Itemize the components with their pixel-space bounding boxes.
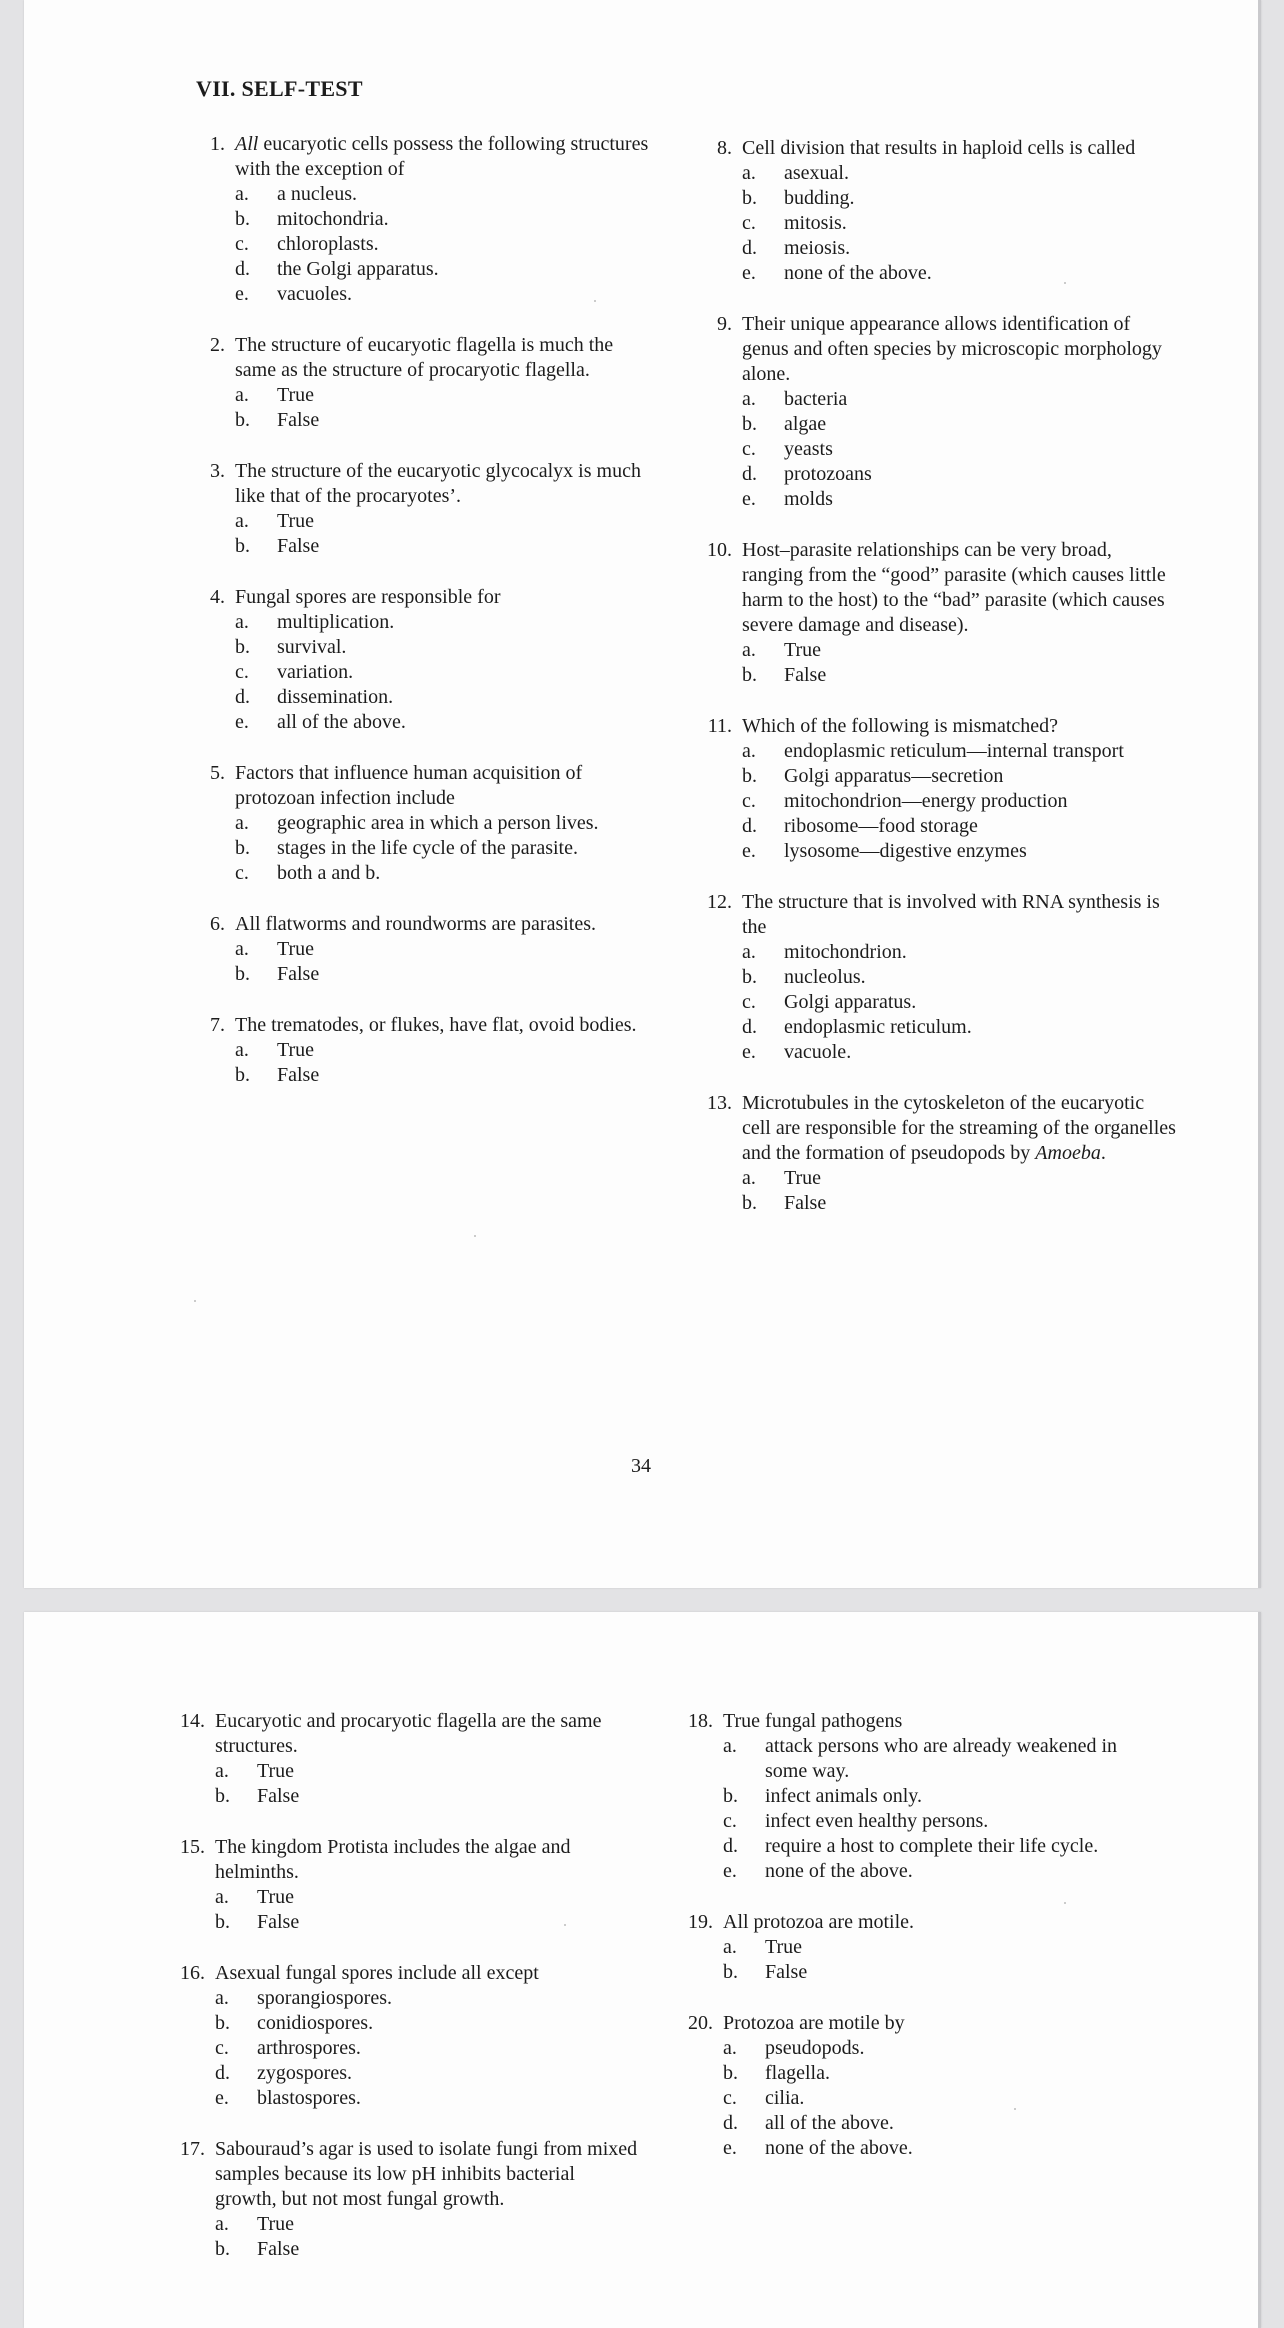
question-text: Protozoa are motile by <box>723 2012 905 2034</box>
option-letter: b. <box>235 535 250 557</box>
right-column <box>696 136 1176 1216</box>
question-number: 6. <box>210 913 225 935</box>
option-letter: a. <box>235 384 249 406</box>
question-stem <box>696 890 1176 940</box>
option-letter: a. <box>235 812 249 834</box>
question-text: Eucaryotic and procaryotic flagella are the same structures. <box>215 1710 602 1757</box>
option-letter: b. <box>235 636 250 658</box>
answer-option <box>742 814 1176 839</box>
answer-option <box>235 232 659 257</box>
option-letter: d. <box>742 237 757 259</box>
question-stem <box>677 2011 1157 2036</box>
option-letter: a. <box>235 510 249 532</box>
page-34 <box>24 0 1261 1588</box>
left-column <box>169 1709 639 2262</box>
option-text: False <box>277 535 320 557</box>
question-stem <box>169 1961 639 1986</box>
option-text: dissemination. <box>277 686 394 708</box>
option-letter: d. <box>723 1835 738 1857</box>
question-2 <box>189 333 659 433</box>
answer-option <box>723 1784 1157 1809</box>
question-text: Microtubules in the cytoskeleton of the eucaryotic cell are responsible for the streaming of the organelles and the formation of pseudopods by Amoeba. <box>742 1092 1176 1164</box>
option-text: molds <box>784 488 833 510</box>
option-text: ribosome—food storage <box>784 815 978 837</box>
option-text: Golgi apparatus. <box>784 991 917 1013</box>
option-letter: a. <box>235 183 249 205</box>
answer-option <box>742 261 1176 286</box>
option-letter: b. <box>742 966 757 988</box>
answer-option <box>742 965 1176 990</box>
question-stem <box>189 132 659 182</box>
question-number: 11. <box>707 715 732 737</box>
answer-option <box>742 1015 1176 1040</box>
answer-option <box>235 937 659 962</box>
option-letter: e. <box>742 840 756 862</box>
answer-option <box>723 1859 1157 1884</box>
option-letter: e. <box>742 488 756 510</box>
question-number: 13. <box>707 1092 732 1114</box>
answer-option <box>215 2086 639 2111</box>
option-text: attack persons who are already weakened in some way. <box>765 1735 1118 1782</box>
question-stem <box>169 1709 639 1759</box>
option-letter: d. <box>742 815 757 837</box>
option-letter: a. <box>742 740 756 762</box>
option-text: budding. <box>784 187 855 209</box>
option-letter: c. <box>742 991 756 1013</box>
question-text: The structure that is involved with RNA synthesis is the <box>742 891 1160 938</box>
option-text: asexual. <box>784 162 849 184</box>
answer-option <box>723 2086 1157 2111</box>
option-letter: d. <box>742 463 757 485</box>
question-stem <box>696 714 1176 739</box>
option-letter: a. <box>235 938 249 960</box>
answer-option <box>742 437 1176 462</box>
question-number: 9. <box>717 313 732 335</box>
question-stem <box>169 1835 639 1885</box>
option-text: lysosome—digestive enzymes <box>784 840 1027 862</box>
option-letter: b. <box>215 2238 230 2260</box>
question-stem <box>189 459 659 509</box>
page-number: 34 <box>631 1455 651 1477</box>
page-35 <box>24 1612 1261 2328</box>
question-stem <box>189 912 659 937</box>
answer-option <box>235 610 659 635</box>
answer-option <box>723 1809 1157 1834</box>
option-letter: b. <box>215 2012 230 2034</box>
option-letter: a. <box>215 1760 229 1782</box>
answer-option <box>742 1191 1176 1216</box>
question-16 <box>169 1961 639 2111</box>
question-number: 10. <box>707 539 732 561</box>
option-text: chloroplasts. <box>277 233 379 255</box>
answer-option <box>215 1986 639 2011</box>
question-number: 7. <box>210 1014 225 1036</box>
answer-option <box>215 2011 639 2036</box>
question-number: 19. <box>688 1911 713 1933</box>
answer-option <box>723 1960 1157 1985</box>
option-text: cilia. <box>765 2087 805 2109</box>
option-text: meiosis. <box>784 237 851 259</box>
question-number: 16. <box>180 1962 205 1984</box>
option-letter: c. <box>235 233 249 255</box>
option-text: True <box>784 1167 822 1189</box>
option-text: a nucleus. <box>277 183 357 205</box>
option-text: variation. <box>277 661 354 683</box>
option-text: False <box>257 1911 300 1933</box>
option-letter: c. <box>235 661 249 683</box>
answer-option <box>742 638 1176 663</box>
answer-option <box>742 990 1176 1015</box>
question-text: Host–parasite relationships can be very broad, ranging from the “good” parasite (which causes little harm to the host) to the “bad” parasite (which causes severe damage and disease). <box>742 539 1166 636</box>
option-text: True <box>257 2213 295 2235</box>
question-text: The structure of the eucaryotic glycocalyx is much like that of the procaryotes’. <box>235 460 641 507</box>
option-text: mitochondrion—energy production <box>784 790 1068 812</box>
option-letter: d. <box>723 2112 738 2134</box>
answer-option <box>742 236 1176 261</box>
option-text: multiplication. <box>277 611 395 633</box>
option-letter: c. <box>215 2037 229 2059</box>
left-column <box>189 132 659 1088</box>
answer-option <box>742 663 1176 688</box>
answer-option <box>742 487 1176 512</box>
question-text: Which of the following is mismatched? <box>742 715 1059 737</box>
option-letter: e. <box>742 1041 756 1063</box>
answer-option <box>235 685 659 710</box>
option-text: False <box>765 1961 808 1983</box>
answer-option <box>235 660 659 685</box>
option-letter: a. <box>723 1735 737 1757</box>
question-number: 5. <box>210 762 225 784</box>
question-text: The structure of eucaryotic flagella is much the same as the structure of procaryotic flagella. <box>235 334 614 381</box>
option-letter: b. <box>742 187 757 209</box>
option-letter: d. <box>235 686 250 708</box>
question-11 <box>696 714 1176 864</box>
question-stem <box>189 761 659 811</box>
answer-option <box>742 1040 1176 1065</box>
option-letter: b. <box>235 837 250 859</box>
option-text: blastospores. <box>257 2087 361 2109</box>
question-number: 15. <box>180 1836 205 1858</box>
option-letter: e. <box>215 2087 229 2109</box>
option-text: all of the above. <box>277 711 406 733</box>
answer-option <box>235 282 659 307</box>
answer-option <box>723 1935 1157 1960</box>
answer-option <box>723 2061 1157 2086</box>
option-text: zygospores. <box>257 2062 352 2084</box>
answer-option <box>215 2237 639 2262</box>
option-letter: a. <box>742 639 756 661</box>
option-text: True <box>277 1039 315 1061</box>
answer-option <box>723 2136 1157 2161</box>
answer-option <box>235 257 659 282</box>
question-12 <box>696 890 1176 1065</box>
answer-option <box>742 211 1176 236</box>
option-letter: b. <box>235 208 250 230</box>
option-letter: a. <box>215 1987 229 2009</box>
question-19 <box>677 1910 1157 1985</box>
option-text: sporangiospores. <box>257 1987 392 2009</box>
question-15 <box>169 1835 639 1935</box>
question-number: 18. <box>688 1710 713 1732</box>
option-text: algae <box>784 413 827 435</box>
answer-option <box>742 1166 1176 1191</box>
answer-option <box>235 811 659 836</box>
question-text: True fungal pathogens <box>723 1710 903 1732</box>
answer-option <box>235 408 659 433</box>
answer-option <box>235 509 659 534</box>
option-text: pseudopods. <box>765 2037 865 2059</box>
answer-option <box>742 839 1176 864</box>
answer-option <box>742 387 1176 412</box>
question-stem <box>677 1709 1157 1734</box>
answer-option <box>742 789 1176 814</box>
option-text: False <box>257 2238 300 2260</box>
question-stem <box>696 1091 1176 1166</box>
question-9 <box>696 312 1176 512</box>
option-text: both a and b. <box>277 862 381 884</box>
answer-option <box>235 861 659 886</box>
option-text: True <box>257 1886 295 1908</box>
question-20 <box>677 2011 1157 2161</box>
answer-option <box>235 1038 659 1063</box>
option-letter: a. <box>742 388 756 410</box>
question-number: 4. <box>210 586 225 608</box>
option-letter: e. <box>723 2137 737 2159</box>
option-letter: d. <box>742 1016 757 1038</box>
question-17 <box>169 2137 639 2262</box>
question-8 <box>696 136 1176 286</box>
option-letter: a. <box>723 2037 737 2059</box>
option-text: vacuole. <box>784 1041 852 1063</box>
question-number: 12. <box>707 891 732 913</box>
question-text: The trematodes, or flukes, have flat, ovoid bodies. <box>235 1014 637 1036</box>
question-6 <box>189 912 659 987</box>
option-letter: e. <box>235 711 249 733</box>
option-text: True <box>765 1936 803 1958</box>
question-text: The kingdom Protista includes the algae and helminths. <box>215 1836 571 1883</box>
option-text: infect animals only. <box>765 1785 922 1807</box>
question-number: 2. <box>210 334 225 356</box>
answer-option <box>742 161 1176 186</box>
answer-option <box>723 1734 1157 1784</box>
option-letter: e. <box>742 262 756 284</box>
answer-option <box>723 1834 1157 1859</box>
option-letter: e. <box>235 283 249 305</box>
question-10 <box>696 538 1176 688</box>
option-letter: b. <box>723 1785 738 1807</box>
option-letter: a. <box>215 1886 229 1908</box>
answer-option <box>235 182 659 207</box>
answer-option <box>742 412 1176 437</box>
option-text: True <box>784 639 822 661</box>
answer-option <box>742 186 1176 211</box>
answer-option <box>723 2111 1157 2136</box>
question-number: 8. <box>717 137 732 159</box>
answer-option <box>235 710 659 735</box>
answer-option <box>215 1885 639 1910</box>
answer-option <box>235 836 659 861</box>
question-text: Fungal spores are responsible for <box>235 586 501 608</box>
option-text: mitochondrion. <box>784 941 907 963</box>
option-text: True <box>277 384 315 406</box>
question-text: Asexual fungal spores include all except <box>215 1962 539 1984</box>
option-text: all of the above. <box>765 2112 894 2134</box>
right-column <box>677 1709 1157 2161</box>
question-stem <box>189 585 659 610</box>
section-title: VII. SELF-TEST <box>196 76 363 101</box>
question-text: All protozoa are motile. <box>723 1911 915 1933</box>
question-stem <box>189 333 659 383</box>
option-text: none of the above. <box>784 262 932 284</box>
question-number: 1. <box>210 133 225 155</box>
answer-option <box>742 462 1176 487</box>
option-letter: c. <box>742 790 756 812</box>
option-letter: a. <box>235 1039 249 1061</box>
option-text: require a host to complete their life cycle. <box>765 1835 1099 1857</box>
question-stem <box>696 136 1176 161</box>
option-letter: a. <box>235 611 249 633</box>
option-text: yeasts <box>784 438 833 460</box>
option-text: stages in the life cycle of the parasite. <box>277 837 578 859</box>
option-letter: b. <box>723 1961 738 1983</box>
question-stem <box>189 1013 659 1038</box>
answer-option <box>742 739 1176 764</box>
answer-option <box>235 534 659 559</box>
option-text: geographic area in which a person lives. <box>277 812 599 834</box>
answer-option <box>215 2036 639 2061</box>
option-text: False <box>277 1064 320 1086</box>
question-5 <box>189 761 659 886</box>
question-number: 14. <box>180 1710 205 1732</box>
option-text: the Golgi apparatus. <box>277 258 439 280</box>
option-letter: c. <box>723 2087 737 2109</box>
answer-option <box>742 764 1176 789</box>
answer-option <box>235 635 659 660</box>
option-letter: b. <box>235 409 250 431</box>
question-text: Sabouraud’s agar is used to isolate fungi from mixed samples because its low pH inhibits bacterial growth, but not most fungal growth. <box>215 2138 638 2210</box>
option-text: mitosis. <box>784 212 847 234</box>
option-text: False <box>257 1785 300 1807</box>
option-text: conidiospores. <box>257 2012 374 2034</box>
option-text: endoplasmic reticulum. <box>784 1016 972 1038</box>
option-text: False <box>277 963 320 985</box>
option-letter: c. <box>742 212 756 234</box>
answer-option <box>742 940 1176 965</box>
option-letter: a. <box>215 2213 229 2235</box>
question-14 <box>169 1709 639 1809</box>
option-text: endoplasmic reticulum—internal transport <box>784 740 1124 762</box>
question-3 <box>189 459 659 559</box>
option-text: none of the above. <box>765 2137 913 2159</box>
question-number: 3. <box>210 460 225 482</box>
option-text: False <box>784 664 827 686</box>
answer-option <box>215 2061 639 2086</box>
option-letter: a. <box>723 1936 737 1958</box>
question-text: Their unique appearance allows identification of genus and often species by microscopic morphology alone. <box>742 313 1162 385</box>
option-letter: b. <box>742 664 757 686</box>
answer-option <box>235 207 659 232</box>
option-text: arthrospores. <box>257 2037 361 2059</box>
answer-option <box>235 383 659 408</box>
option-text: infect even healthy persons. <box>765 1810 989 1832</box>
question-18 <box>677 1709 1157 1884</box>
question-number: 17. <box>180 2138 205 2160</box>
question-number: 20. <box>688 2012 713 2034</box>
answer-option <box>215 1910 639 1935</box>
question-stem <box>169 2137 639 2212</box>
option-letter: b. <box>742 1192 757 1214</box>
option-text: flagella. <box>765 2062 830 2084</box>
option-letter: b. <box>215 1911 230 1933</box>
option-text: none of the above. <box>765 1860 913 1882</box>
option-text: bacteria <box>784 388 848 410</box>
question-7 <box>189 1013 659 1088</box>
option-letter: b. <box>215 1785 230 1807</box>
option-text: True <box>277 938 315 960</box>
question-stem <box>696 538 1176 638</box>
answer-option <box>215 1759 639 1784</box>
answer-option <box>215 2212 639 2237</box>
option-letter: c. <box>742 438 756 460</box>
answer-option <box>235 962 659 987</box>
option-text: protozoans <box>784 463 872 485</box>
question-text: All flatworms and roundworms are parasites. <box>235 913 597 935</box>
option-letter: a. <box>742 162 756 184</box>
option-letter: a. <box>742 941 756 963</box>
option-letter: b. <box>742 765 757 787</box>
option-text: True <box>277 510 315 532</box>
option-text: Golgi apparatus—secretion <box>784 765 1004 787</box>
question-4 <box>189 585 659 735</box>
question-13 <box>696 1091 1176 1216</box>
option-text: survival. <box>277 636 347 658</box>
option-letter: b. <box>742 413 757 435</box>
option-letter: d. <box>215 2062 230 2084</box>
question-text: Cell division that results in haploid cells is called <box>742 137 1136 159</box>
question-stem <box>677 1910 1157 1935</box>
option-letter: c. <box>723 1810 737 1832</box>
answer-option <box>723 2036 1157 2061</box>
question-text: Factors that influence human acquisition of protozoan infection include <box>235 762 583 809</box>
question-text: All eucaryotic cells possess the following structures with the exception of <box>235 133 649 180</box>
option-text: nucleolus. <box>784 966 866 988</box>
answer-option <box>235 1063 659 1088</box>
option-text: True <box>257 1760 295 1782</box>
option-text: vacuoles. <box>277 283 352 305</box>
option-letter: d. <box>235 258 250 280</box>
question-1 <box>189 132 659 307</box>
answer-option <box>215 1784 639 1809</box>
option-letter: b. <box>723 2062 738 2084</box>
question-stem <box>696 312 1176 387</box>
option-letter: b. <box>235 963 250 985</box>
option-letter: e. <box>723 1860 737 1882</box>
option-letter: b. <box>235 1064 250 1086</box>
option-text: False <box>784 1192 827 1214</box>
option-text: False <box>277 409 320 431</box>
option-letter: a. <box>742 1167 756 1189</box>
option-text: mitochondria. <box>277 208 389 230</box>
option-letter: c. <box>235 862 249 884</box>
